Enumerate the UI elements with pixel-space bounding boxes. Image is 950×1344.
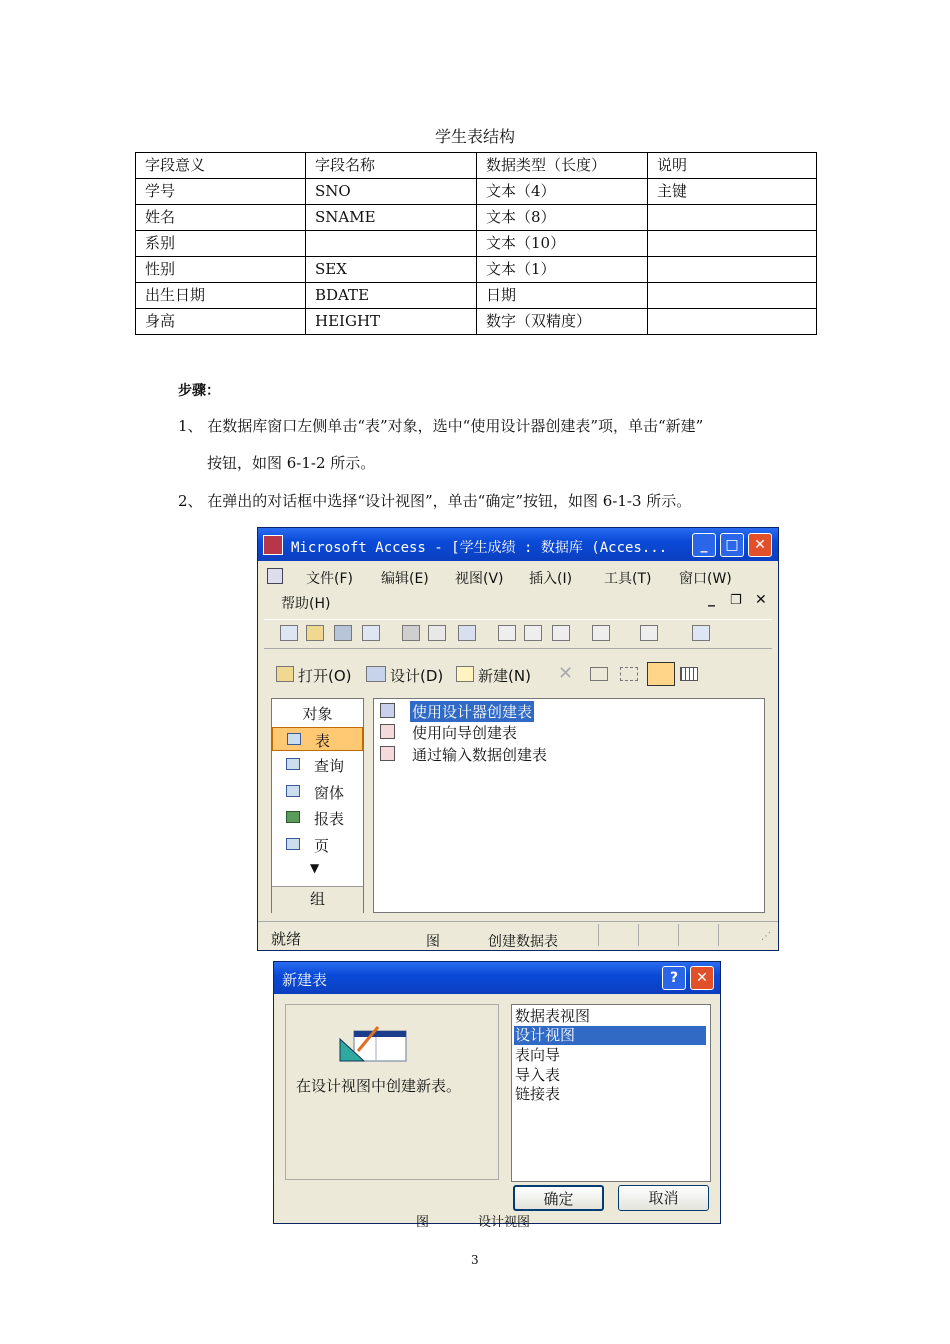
- option-datasheet-view[interactable]: 数据表视图: [515, 1007, 591, 1025]
- large-icons-view-icon[interactable]: [590, 667, 608, 681]
- table-header-row: [136, 153, 817, 179]
- status-panel: [638, 924, 675, 946]
- table-row: [136, 205, 817, 231]
- details-view-icon[interactable]: [680, 667, 698, 681]
- database-toolbar: [266, 657, 774, 691]
- table-row: [136, 231, 817, 257]
- window-title: Microsoft Access - [学生成绩 : 数据库 (Acces...: [291, 540, 668, 556]
- window-titlebar[interactable]: [258, 528, 778, 561]
- dialog-title: 新建表: [282, 971, 328, 989]
- status-bar: [258, 921, 778, 951]
- table-cell: 系别: [136, 231, 306, 257]
- save-icon[interactable]: [334, 625, 352, 641]
- object-tables[interactable]: 表: [272, 727, 363, 751]
- dialog-figure-caption: 设计视图: [478, 1215, 531, 1230]
- table-cell: 文本（8）: [477, 205, 648, 231]
- header-cell: 字段意义: [136, 153, 306, 179]
- table-cell: [648, 205, 817, 231]
- table-cell: [648, 309, 817, 335]
- datasheet-table-icon: [380, 746, 395, 761]
- table-cell: 文本（10）: [477, 231, 648, 257]
- objects-list: 使用设计器创建表 使用向导创建表 通过输入数据创建表: [373, 698, 765, 913]
- header-cell: 字段名称: [306, 153, 477, 179]
- analyze-icon[interactable]: [692, 625, 710, 641]
- menu-view[interactable]: 视图(V): [455, 571, 504, 587]
- table-cell: SNAME: [306, 205, 477, 231]
- undo-icon[interactable]: [592, 625, 610, 641]
- document-icon[interactable]: [267, 568, 283, 584]
- option-design-view[interactable]: 设计视图: [514, 1026, 706, 1045]
- cancel-button[interactable]: 取消: [618, 1185, 709, 1211]
- object-reports[interactable]: 报表: [272, 806, 363, 830]
- access-key-icon[interactable]: [263, 535, 283, 555]
- status-panel: [718, 924, 755, 946]
- small-icons-view-icon[interactable]: [620, 667, 638, 681]
- menu-window[interactable]: 窗口(W): [679, 571, 732, 587]
- open-icon[interactable]: [276, 666, 294, 682]
- object-pages[interactable]: 页: [272, 833, 363, 857]
- delete-icon[interactable]: ✕: [558, 663, 574, 684]
- table-cell: 数字（双精度）: [477, 309, 648, 335]
- objects-panel: [271, 698, 364, 913]
- step-1-line-1: 1、 在数据库窗口左侧单击“表”对象，选中“使用设计器创建表”项，单击“新建”: [178, 417, 704, 435]
- menu-help[interactable]: 帮助(H): [281, 596, 331, 612]
- doc-close-button[interactable]: ✕: [755, 592, 767, 608]
- table-cell: [306, 231, 477, 257]
- maximize-button[interactable]: □: [720, 533, 744, 557]
- table-cell: 出生日期: [136, 283, 306, 309]
- access-window: [257, 527, 779, 951]
- dialog-figure-label: 图: [416, 1215, 430, 1230]
- doc-restore-button[interactable]: ❐: [730, 593, 742, 608]
- new-button[interactable]: 新建(N): [478, 667, 531, 685]
- paste-icon[interactable]: [552, 625, 570, 641]
- design-button[interactable]: 设计(D): [390, 667, 444, 685]
- option-link-table[interactable]: 链接表: [515, 1085, 561, 1103]
- step-2: 2、 在弹出的对话框中选择“设计视图”，单击“确定”按钮，如图 6-1-3 所示。: [178, 492, 692, 510]
- table-cell: [648, 231, 817, 257]
- doc-minimize-button[interactable]: _: [708, 591, 715, 607]
- preview-panel: [285, 1004, 499, 1180]
- office-links-icon[interactable]: [640, 625, 658, 641]
- status-panel: [598, 924, 635, 946]
- copy-icon[interactable]: [524, 625, 542, 641]
- standard-toolbar: [264, 619, 772, 649]
- page-icon: [286, 838, 300, 850]
- dialog-titlebar[interactable]: [274, 962, 720, 994]
- table-cell: [648, 283, 817, 309]
- option-import-table[interactable]: 导入表: [515, 1066, 561, 1084]
- table-cell: 文本（1）: [477, 257, 648, 283]
- menu-insert[interactable]: 插入(I): [529, 571, 573, 587]
- menu-file[interactable]: 文件(F): [306, 571, 353, 587]
- table-cell: SNO: [306, 179, 477, 205]
- design-view-icon: [338, 1025, 410, 1065]
- list-view-icon[interactable]: [647, 662, 675, 686]
- menu-tools[interactable]: 工具(T): [604, 571, 652, 587]
- header-cell: 数据类型（长度）: [477, 153, 648, 179]
- dialog-close-button[interactable]: ✕: [690, 966, 714, 990]
- view-options-list: [511, 1004, 711, 1182]
- table-cell: 文本（4）: [477, 179, 648, 205]
- table-cell: 身高: [136, 309, 306, 335]
- design-table-icon: [380, 703, 395, 718]
- menu-edit[interactable]: 编辑(E): [381, 571, 429, 587]
- object-forms[interactable]: 窗体: [272, 780, 363, 804]
- figure-label: 图: [426, 934, 440, 950]
- more-objects-arrow-icon[interactable]: ▼: [310, 861, 320, 875]
- wizard-table-icon: [380, 724, 395, 739]
- open-icon[interactable]: [306, 625, 324, 641]
- object-queries[interactable]: 查询: [272, 753, 363, 777]
- table-row: [136, 309, 817, 335]
- groups-bar[interactable]: 组: [272, 886, 363, 913]
- table-cell: 姓名: [136, 205, 306, 231]
- objects-header: 对象: [302, 705, 333, 723]
- table-row: [136, 283, 817, 309]
- table-cell: 性别: [136, 257, 306, 283]
- report-icon: [286, 811, 300, 823]
- table-cell: SEX: [306, 257, 477, 283]
- table-row: [136, 179, 817, 205]
- resize-grip-icon[interactable]: ⋰: [761, 931, 771, 942]
- table-cell: 主键: [648, 179, 817, 205]
- table-caption: 学生表结构: [434, 127, 515, 146]
- ok-button[interactable]: 确定: [513, 1185, 604, 1211]
- cut-icon[interactable]: [498, 625, 516, 641]
- header-cell: 说明: [648, 153, 817, 179]
- table-icon: [287, 733, 301, 745]
- table-cell: HEIGHT: [306, 309, 477, 335]
- new-icon[interactable]: [280, 625, 298, 641]
- status-text: 就绪: [271, 930, 302, 948]
- help-button[interactable]: ?: [662, 966, 686, 990]
- table-cell: 学号: [136, 179, 306, 205]
- option-table-wizard[interactable]: 表向导: [515, 1046, 561, 1064]
- form-icon: [286, 785, 300, 797]
- steps-heading: 步骤：: [178, 383, 220, 399]
- design-icon[interactable]: [366, 666, 386, 682]
- table-cell: [648, 257, 817, 283]
- table-cell: 日期: [477, 283, 648, 309]
- print-preview-icon[interactable]: [428, 625, 446, 641]
- figure-caption: 创建数据表: [488, 934, 558, 950]
- status-panel: [678, 924, 715, 946]
- file-search-icon[interactable]: [362, 625, 380, 641]
- new-object-icon[interactable]: [456, 666, 474, 682]
- minimize-button[interactable]: _: [692, 533, 716, 557]
- table-cell: BDATE: [306, 283, 477, 309]
- dialog-description: 在设计视图中创建新表。: [296, 1077, 462, 1095]
- new-table-dialog: [273, 961, 721, 1230]
- print-icon[interactable]: [402, 625, 420, 641]
- table-row: [136, 257, 817, 283]
- open-button[interactable]: 打开(O): [298, 667, 352, 685]
- page-number: 3: [471, 1253, 479, 1267]
- query-icon: [286, 758, 300, 770]
- student-table-structure: [135, 152, 817, 335]
- close-button[interactable]: ✕: [748, 533, 772, 557]
- step-1-line-2: 按钮，如图 6-1-2 所示。: [207, 454, 376, 472]
- spelling-icon[interactable]: [458, 625, 476, 641]
